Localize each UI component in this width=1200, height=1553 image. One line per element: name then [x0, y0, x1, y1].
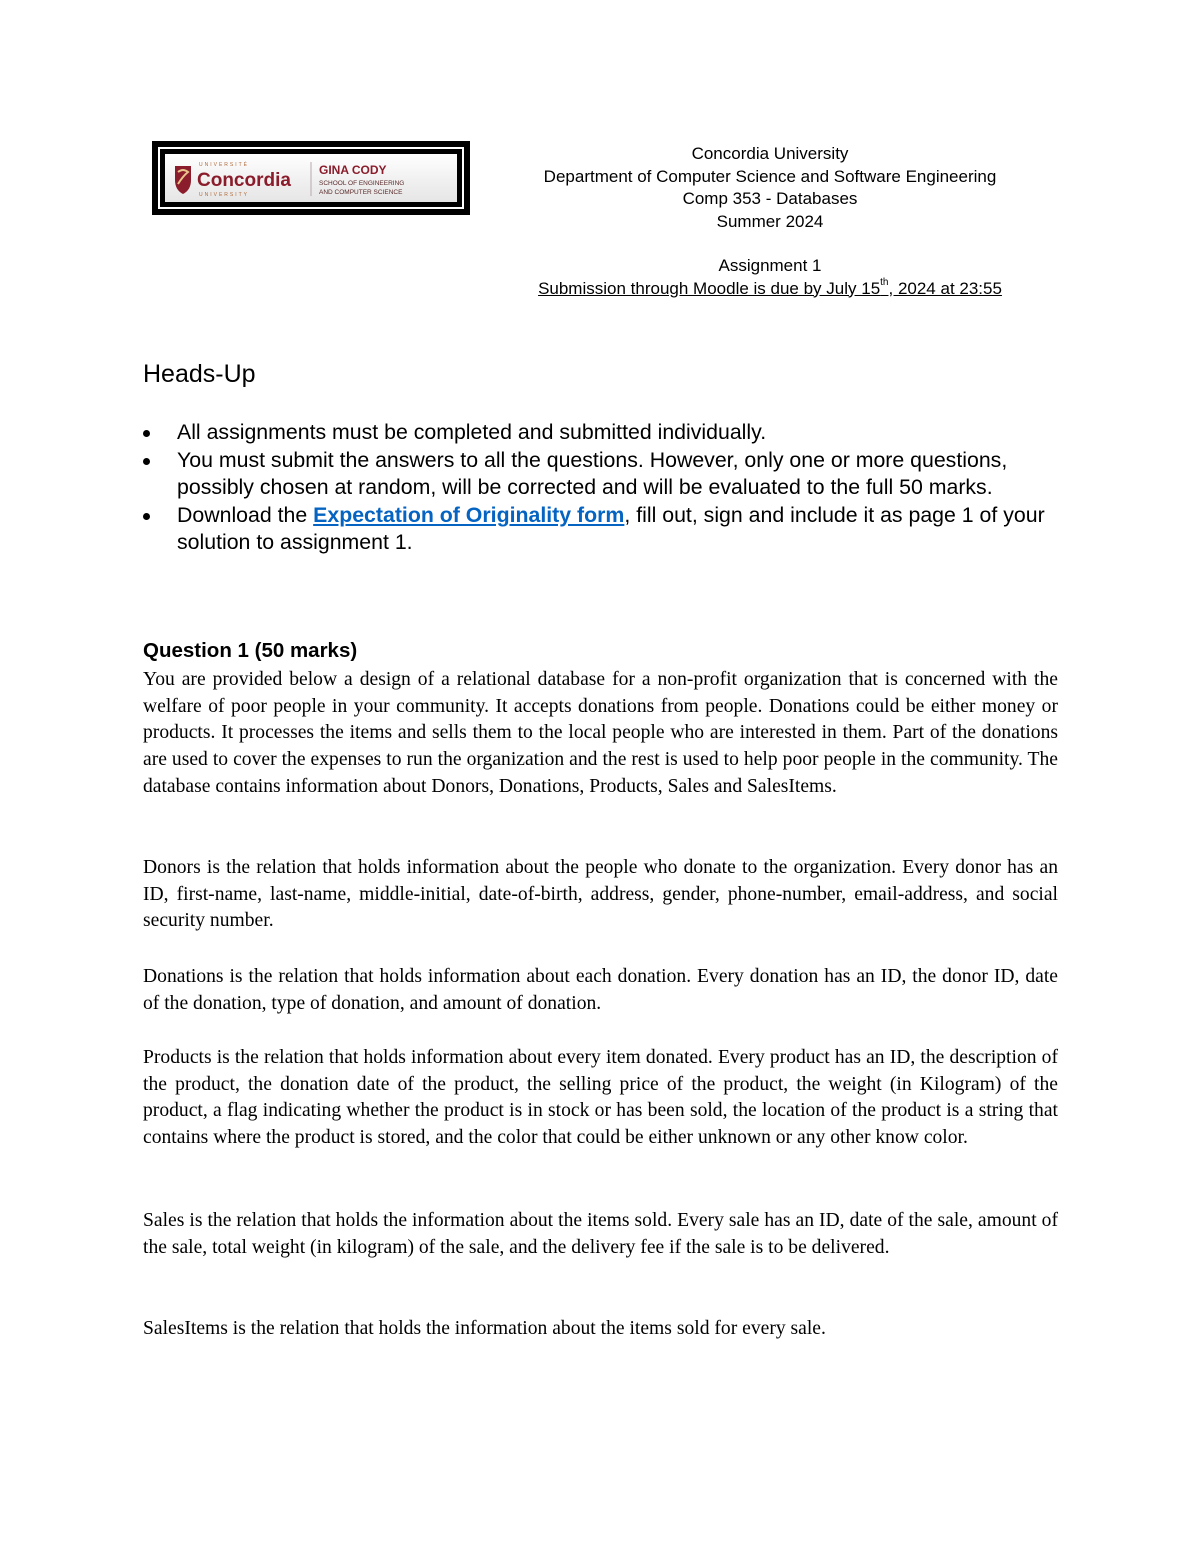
products-description: Products is the relation that holds information about every item donated. Every product has an ID, the description of the product, the donation date of the product, the selling price of the product, the weight (in Kilogram) of the product, a flag indicating whether the product is in stock or has been sold, the location of the product is a string that contains where the product is stored, and the color that could be either unknown or any other know color. [143, 1047, 1058, 1149]
bullet-text: You must submit the answers to all the questions. However, only one or more questions, possibly chosen at random, will be corrected and will be evaluated to the full 50 marks. [177, 448, 1008, 499]
bullet-text: All assignments must be completed and submitted individually. [177, 420, 767, 444]
logo-school-line3: AND COMPUTER SCIENCE [319, 189, 403, 196]
due-prefix: Submission through Moodle is due by July 15 [538, 278, 881, 298]
department-name: Department of Computer Science and Software Engineering [543, 166, 997, 186]
assignment-title: Assignment 1 [718, 256, 822, 275]
due-suffix: , 2024 at 23:55 [888, 278, 1002, 298]
term: Summer 2024 [716, 211, 824, 231]
list-item [143, 447, 1063, 501]
logo-card [165, 154, 457, 202]
logo-school-line1: GINA CODY [319, 163, 387, 177]
heads-up-heading: Heads-Up [143, 360, 256, 388]
question-1-title: Question 1 (50 marks) [143, 639, 358, 662]
list-item [143, 502, 1063, 556]
due-superscript: th [880, 276, 889, 288]
salesitems-description: SalesItems is the relation that holds the information about the items sold for every sale. [143, 1318, 826, 1339]
university-name: Concordia University [691, 144, 849, 163]
logo-small-top: UNIVERSITÉ [199, 162, 250, 168]
question-1-intro: You are provided below a design of a relational database for a non-profit organization that is concerned with the welfare of poor people in your community. It accepts donations from people. Donations could be either money or products. It processes the items and sells them to the local people who are interested in them. Part of the donations are used to cover the expenses to run the organization and the rest is used to help poor people in the community. The database contains information about Donors, Donations, Products, Sales and SalesItems. [143, 669, 1058, 797]
bullet-icon [143, 430, 150, 437]
course-name: Comp 353 - Databases [682, 189, 858, 208]
concordia-logo-graphic [165, 154, 457, 202]
heads-up-list [143, 419, 1063, 557]
sales-description: Sales is the relation that holds the information about the items sold. Every sale has an ID, date of the sale, amount of the sale, total weight (in kilogram) of the sale, and the delivery fee if the sale is to be delivered. [143, 1210, 1058, 1258]
list-item [143, 419, 1063, 446]
bullet-text-prefix: Download the [177, 503, 314, 527]
logo-small-bottom: UNIVERSITY [199, 192, 250, 198]
originality-form-link[interactable]: Expectation of Originality form [313, 503, 625, 527]
logo-wordmark: Concordia [197, 170, 291, 191]
logo-school-line2: SCHOOL OF ENGINEERING [319, 180, 405, 187]
bullet-text-suffix: , fill out, sign and include it as page 1 of your solution to assignment 1. [177, 503, 1045, 554]
logo-border [158, 147, 464, 209]
bullet-icon [143, 458, 150, 465]
university-logo [152, 141, 470, 215]
donations-description: Donations is the relation that holds information about each donation. Every donation has an ID, the donor ID, date of the donation, type of donation, and amount of donation. [143, 966, 1058, 1014]
document-header [500, 143, 1040, 300]
bullet-icon [143, 513, 150, 520]
due-date-line [500, 278, 1040, 301]
donors-description: Donors is the relation that holds information about the people who donate to the organization. Every donor has an ID, first-name, last-name, middle-initial, date-of-birth, address, gender, phone-number, email-address, and social security number. [143, 857, 1058, 932]
